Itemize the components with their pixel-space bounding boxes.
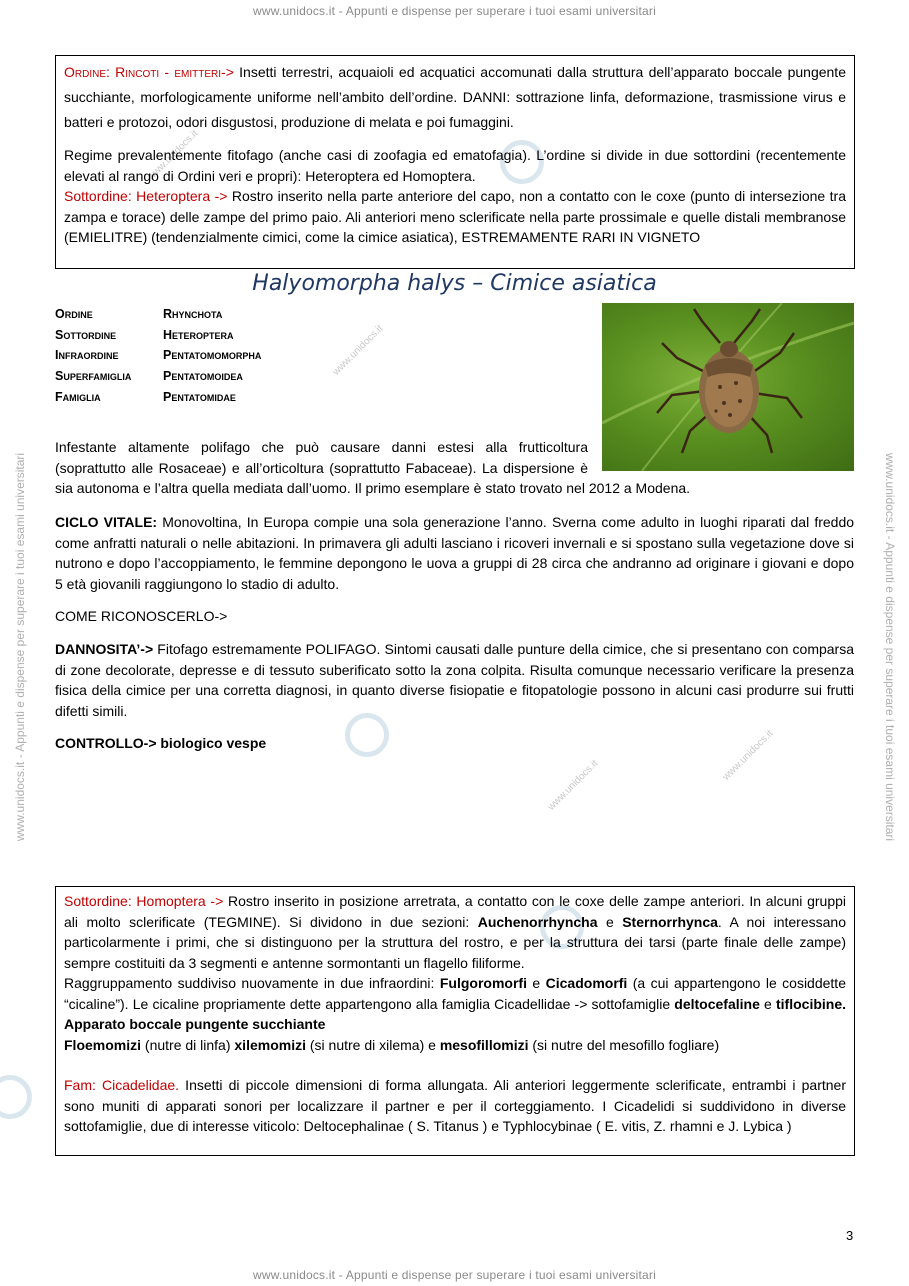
xilemomizi-term: xilemomizi <box>234 1036 306 1053</box>
watermark-top: www.unidocs.it - Appunti e dispense per superare i tuoi esami universitari <box>253 4 656 18</box>
regime-text: Regime prevalentemente fitofago (anche casi di zoofagia ed ematofagia). L’ordine si divide in due sottordini (recentemente elevati al rango di Ordini veri e propri): Heteroptera ed Homoptera. <box>64 147 846 184</box>
conjunction: e <box>526 975 546 991</box>
controllo-line: CONTROLLO-> biologico vespe <box>55 735 267 751</box>
homoptera-box <box>55 886 855 1156</box>
page-number: 3 <box>846 1228 854 1243</box>
cicadelidae-text: Insetti di piccole dimensioni di forma allungata. Ali anteriori leggermente sclerificate, entrambi i partner sono muniti di apparati sonori per localizzare il partner e per il corteggiamento. I Cicadelidi si suddividono in diverse sottofamiglie, due di interesse viticolo: Deltocephalinae ( S. Titanus ) e Typhlocybinae ( E. vitis, Z. rhamni e J. Lybica ) <box>64 1077 846 1134</box>
dannosita-label: DANNOSITA’-> <box>55 641 154 657</box>
taxonomy-row <box>55 304 261 325</box>
page-title: Halyomorpha halys – Cimice asiatica <box>252 271 657 296</box>
ciclo-text: Monovoltina, In Europa compie una sola generazione l’anno. Sverna come adulto in luoghi riparati dal freddo come anfratti naturali o nelle abitazioni. In primavera gli adulti lasciano i ricoveri invernali e si spostano sulla vegetazione dove si nutrono e dopo l’accoppiamento, le femmine depongono le uova a gruppi di 28 circa che andranno ad originare i giovani e dopo 5 età giovanili raggiungono lo stadio di adulto. <box>55 514 855 592</box>
tiflocibine-term: tiflocibine. Apparato boccale pungente succhiante <box>64 995 846 1032</box>
taxonomy-value: Rhynchota <box>163 307 223 321</box>
mesofillomizi-term: mesofillomizi <box>439 1036 529 1053</box>
watermark-diagonal: www.unidocs.it <box>720 728 776 783</box>
watermark-diagonal: www.unidocs.it <box>145 128 201 183</box>
dannosita-text: Fitofago estremamente POLIFAGO. Sintomi causati dalle punture della cimice, che si presentano con comparsa di zone decolorate, depresse e di tessuto suberificato sotto la zona colpita. Risulta comunque necessario verificare la presenza fisica della cimice per una corretta diagnosi, in quanto diverse fisiopatie e fitopatologie possono in alcuni casi produrre sui frutti difetti simili. <box>55 641 854 719</box>
raggruppamento-text-cont: (a cui appartengono le cosiddette “cicaline”). Le cicaline propriamente dette appartengono alla famiglia Cicadellidae -> sottofamiglie <box>64 975 846 1012</box>
taxonomy-value: Heteroptera <box>163 327 234 342</box>
taxonomy-row <box>55 366 261 387</box>
intro-paragraph <box>55 437 854 499</box>
ordine-text: Insetti terrestri, acquaioli ed acquatici accomunati dalla struttura dell’apparato boccale pungente succhiante, morfologicamente uniforme nell’ambito dell’ordine. DANNI: sottrazione linfa, deformazione, trasmissione virus e batteri e protozoi, odori disgustosi, produzione di melata e poi fumaggini. <box>64 64 846 130</box>
taxonomy-value: Pentatomoidea <box>163 369 243 384</box>
watermark-right: www.unidocs.it - Appunti e dispense per superare i tuoi esami universitari <box>883 452 897 842</box>
taxonomy-row <box>55 345 261 366</box>
watermark-diagonal: www.unidocs.it <box>545 758 601 813</box>
homoptera-label: Sottordine: Homoptera -> <box>64 893 224 909</box>
riconoscerlo-heading: COME RICONOSCERLO-> <box>55 608 228 624</box>
homoptera-text-cont: . A noi interessano particolarmente i primi, che si distinguono per la struttura del rostro, e per la struttura dei tarsi (parte finale delle zampe) sempre costituiti da 3 segmenti e antenne sormontanti un flagello filiforme. <box>64 913 846 971</box>
ciclo-paragraph <box>55 512 854 594</box>
mesofillomizi-text: (si nutre del mesofillo fogliare) <box>528 1036 720 1053</box>
heteroptera-label: Sottordine: Heteroptera -> <box>64 188 228 204</box>
xilemomizi-text: (si nutre di xilema) e <box>305 1036 440 1053</box>
fulgoromorfi-term: Fulgoromorfi <box>439 975 527 991</box>
dannosita-paragraph <box>55 639 854 721</box>
intro-text: Infestante altamente polifago che può causare danni estesi alla frutticoltura (soprattutto alle Rosaceae) e all’orticoltura (soprattutto Fabaceae). La dispersione è sia autonoma e l’altra quella mediata dall’uomo. Il primo esemplare è stato trovato nel 2012 a Modena. <box>55 439 691 496</box>
floemomizi-term: Floemomizi <box>64 1036 142 1053</box>
taxonomy-row <box>55 387 261 408</box>
deltocefaline-term: deltocefaline <box>674 995 760 1012</box>
raggruppamento-text: Raggruppamento suddiviso nuovamente in due infraordini: <box>64 975 440 991</box>
taxonomy-value: Pentatomomorpha <box>163 348 262 363</box>
taxonomy-key: Superfamiglia <box>55 369 132 384</box>
taxonomy-key: Famiglia <box>55 389 101 404</box>
conjunction: e <box>597 913 623 930</box>
auchenorrhyncha-term: Auchenorrhyncha <box>477 913 598 930</box>
rincoti-box <box>55 55 855 269</box>
heteroptera-text: Rostro inserito nella parte anteriore del capo, non a contatto con le coxe (punto di intersezione tra zampa e torace) delle zampe del primo paio. Ali anteriori meno sclerificate nella parte prossimale e quelle distali membranose (EMIELITRE) (tendenzialmente cimici, come la cimice asiatica), ESTREMAMENTE RARI IN VIGNETO <box>64 188 846 245</box>
watermark-bottom: www.unidocs.it - Appunti e dispense per superare i tuoi esami universitari <box>253 1268 656 1282</box>
watermark-diagonal: www.unidocs.it <box>330 323 386 378</box>
homoptera-text: Rostro inserito in posizione arretrata, a contatto con le coxe delle zampe anteriori. In alcuni gruppi ali molto sclerificate (TEGMINE). Si dividono in due sezioni: <box>64 893 846 930</box>
ciclo-label: CICLO VITALE: <box>55 514 158 530</box>
conjunction: e <box>759 995 776 1012</box>
taxonomy-table <box>55 304 261 408</box>
sternorrhynca-term: Sternorrhynca <box>622 913 718 930</box>
cicadelidae-label: Fam: Cicadelidae. <box>64 1077 180 1093</box>
floemomizi-text: (nutre di linfa) <box>141 1036 235 1053</box>
ordine-label: Ordine: Rincoti - emitteri-> <box>64 64 234 80</box>
watermark-left: www.unidocs.it - Appunti e dispense per superare i tuoi esami universitari <box>13 452 27 842</box>
watermark-logo-icon <box>0 1075 32 1119</box>
taxonomy-row <box>55 325 261 346</box>
taxonomy-key: Sottordine <box>55 327 117 342</box>
taxonomy-key: Ordine <box>55 307 93 321</box>
cicadomorfi-term: Cicadomorfi <box>545 975 628 991</box>
taxonomy-value: Pentatomidae <box>163 389 236 404</box>
taxonomy-key: Infraordine <box>55 348 119 363</box>
